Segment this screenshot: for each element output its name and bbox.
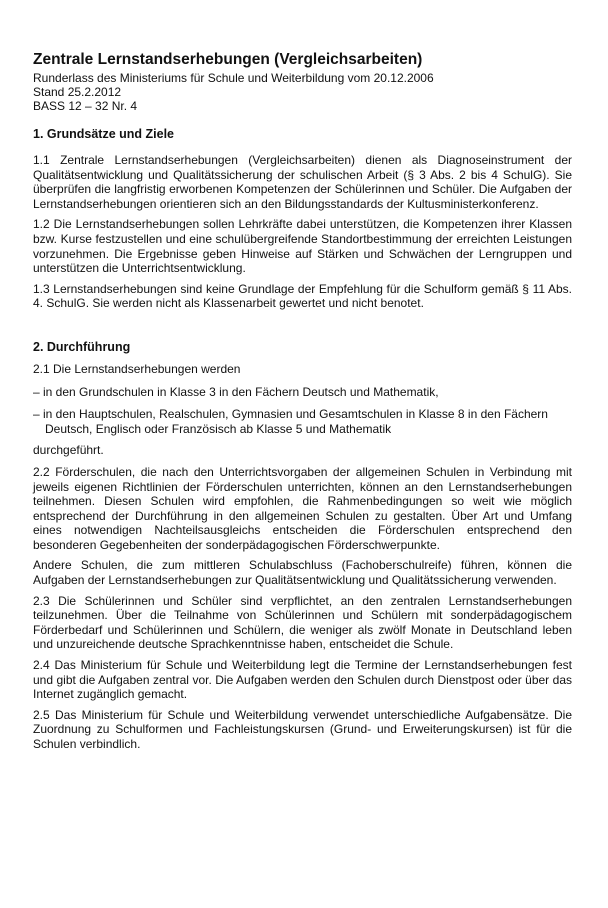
paragraph-2-1-end: durchgeführt. [33, 443, 104, 458]
list-item-grundschulen: – in den Grundschulen in Klasse 3 in den Fächern Deutsch und Mathematik, [33, 384, 439, 399]
stand-date: Stand 25.2.2012 [33, 85, 122, 99]
document-title: Zentrale Lernstandserhebungen (Vergleichsarbeiten) [33, 51, 423, 68]
paragraph-2-5: 2.5 Das Ministerium für Schule und Weiterbildung verwendet unterschiedliche Aufgabensätze. Die Zuordnung zu Schulformen und Fachleistungskursen (Grund- und Erweiterungskursen) ist für die Schulen verbindlich. [33, 707, 572, 751]
paragraph-1-1: 1.1 Zentrale Lernstandserhebungen (Vergleichsarbeiten) dienen als Diagnoseinstrument der Qualitätsentwicklung und Qualitätssicherung der schulischen Arbeit (§ 3 Abs. 2 bis 4 SchulG). Sie überprüfen die langfristig erworbenen Kompetenzen der Schülerinnen und Schüler. Die Aufgaben der Lernstandserhebungen orientieren sich an den Bildungsstandards der Kultusministerkonferenz. [33, 153, 572, 211]
paragraph-1-3: 1.3 Lernstandserhebungen sind keine Grundlage der Empfehlung für die Schulform gemäß § 11 Abs. 4. SchulG. Sie werden nicht als Klassenarbeit gewertet und nicht benotet. [33, 281, 572, 311]
paragraph-2-4: 2.4 Das Ministerium für Schule und Weiterbildung legt die Termine der Lernstandserhebungen fest und gibt die Aufgaben zentral vor. Die Aufgaben werden den Schulen durch Dienstpost oder über das Internet zugänglich gemacht. [33, 658, 572, 702]
paragraph-2-2-other-schools: Andere Schulen, die zum mittleren Schulabschluss (Fachoberschulreife) führen, können die Aufgaben der Lernstandserhebungen zur Qualitätsentwicklung und Qualitätssicherung verwenden. [33, 558, 572, 588]
list-item-sekundarschulen: – in den Hauptschulen, Realschulen, Gymnasien und Gesamtschulen in Klasse 8 in den Fächern Deutsch, Englisch oder Französisch ab Klasse 5 und Mathematik [33, 407, 548, 436]
section-2-heading: 2. Durchführung [33, 339, 131, 354]
paragraph-2-2: 2.2 Förderschulen, die nach den Unterrichtsvorgaben der allgemeinen Schulen in Verbindung mit jeweils eigenen Richtlinien der Förderschulen unterrichten, können an den Lernstandserhebungen teilnehmen. Diesen Schulen wird empfohlen, die Rahmenbedingungen so weit wie möglich entsprechend der Durchführung in den allgemeinen Schulen zu gestalten. Über Art und Umfang eines notwendigen Nachteilsausgleichs entscheiden die Förderschulen entsprechend den besonderen Gegebenheiten der sonderpädagogischen Förderschwerpunkte. [33, 464, 572, 552]
bass-reference: BASS 12 – 32 Nr. 4 [33, 99, 138, 113]
decree-subtitle: Runderlass des Ministeriums für Schule und Weiterbildung vom 20.12.2006 [33, 71, 434, 85]
section-1-heading: 1. Grundsätze und Ziele [33, 127, 174, 141]
paragraph-2-3: 2.3 Die Schülerinnen und Schüler sind verpflichtet, an den zentralen Lernstandserhebungen teilzunehmen. Über die Teilnahme von Schülerinnen und Schülern mit sonderpädagogischem Förderbedarf und Schülerinnen und Schülern, die weniger als zwölf Monate in Deutschland leben und unzureichende deutsche Sprachkenntnisse haben, entscheidet die Schule. [33, 593, 572, 652]
paragraph-2-1: 2.1 Die Lernstandserhebungen werden [33, 361, 241, 376]
paragraph-1-2: 1.2 Die Lernstandserhebungen sollen Lehrkräfte dabei unterstützen, die Kompetenzen ihrer Klassen bzw. Kurse festzustellen und eine schulübergreifende Standortbestimmung der erreichten Leistungen vorzunehmen. Die Ergebnisse geben Hinweise auf Stärken und Schwächen der Lerngruppen und unterstützen die Unterrichtsentwicklung. [33, 217, 572, 276]
